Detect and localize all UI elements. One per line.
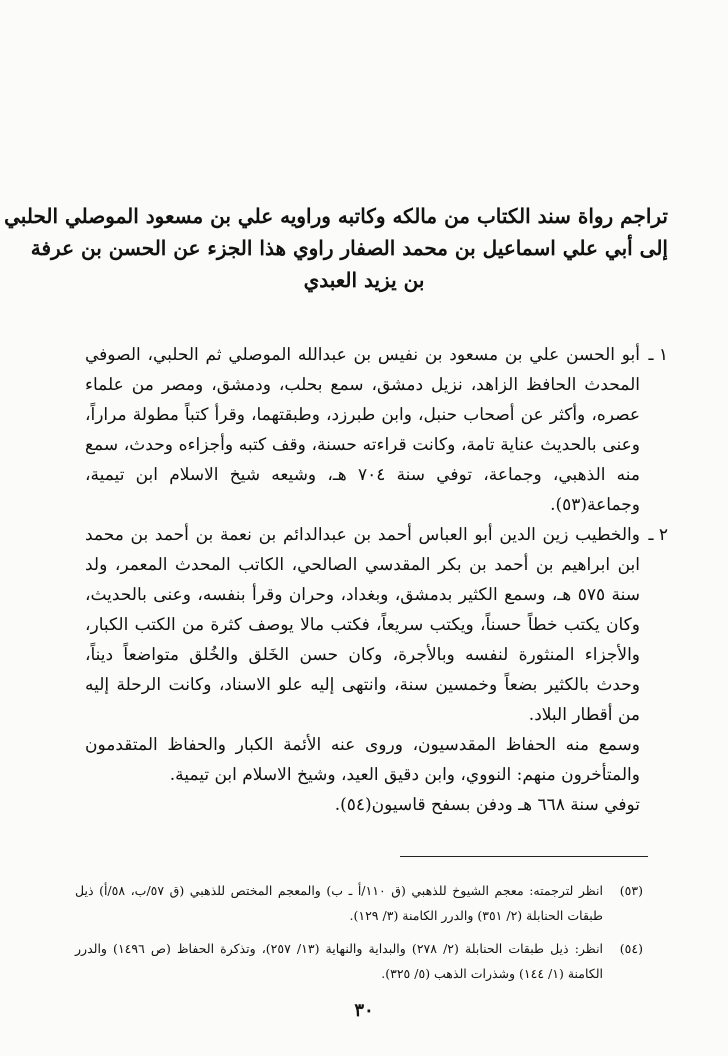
entry-text-death: توفي سنة ٦٦٨ هـ ودفن بسفح قاسيون(٥٤).: [334, 795, 640, 815]
footnotes: [75, 878, 643, 994]
footnote-divider: [400, 856, 648, 857]
entry-number: ١ ـ: [648, 345, 668, 365]
footnote-text: انظر لترجمته: معجم الشيوخ للذهبي (ق ١١٠/أ ـ ب) والمعجم المختص للذهبي (ق ٥٧/ب، ٥٨/أ) ذيل طبقات الحنابلة (٢/ ٣٥١) والدرر الكامنة (٣/ ١٢٩).: [75, 883, 603, 923]
footnote-text: انظر: ذيل طبقات الحنابلة (٢/ ٢٧٨) والبداية والنهاية (١٣/ ٢٥٧)، وتذكرة الحفاظ (ص ١٤٩٦) والدرر الكامنة (١/ ١٤٤) وشذرات الذهب (٥/ ٣٢٥).: [75, 941, 604, 981]
footnote: [75, 936, 643, 986]
footnote: [75, 878, 643, 928]
heading-line-3: بن يزيد العبدي: [303, 268, 425, 292]
footnote-number: (٥٤): [619, 941, 643, 956]
section-heading: [4, 200, 668, 296]
biography-entries: [85, 340, 668, 820]
entry-2: [85, 520, 668, 820]
entry-number: ٢ ـ: [648, 525, 668, 545]
heading-line-2: إلى أبي علي اسماعيل بن محمد الصفار راوي هذا الجزء عن الحسن بن عرفة: [30, 236, 668, 260]
footnote-number: (٥٣): [619, 883, 643, 898]
entry-text-continued: وسمع منه الحفاظ المقدسيون، وروى عنه الأئمة الكبار والحفاظ المتقدمون والمتأخرون منهم: النووي، وابن دقيق العيد، وشيخ الاسلام ابن تيمية.: [85, 735, 640, 785]
heading-line-1: تراجم رواة سند الكتاب من مالكه وكاتبه وراويه علي بن مسعود الموصلي الحلبي: [4, 204, 668, 228]
entry-1: [85, 340, 668, 520]
entry-text: والخطيب زين الدين أبو العباس أحمد بن عبدالدائم بن نعمة بن أحمد بن محمد ابن ابراهيم بن أحمد بن بكر المقدسي الصالحي، الكاتب المحدث المعمر، ولد سنة ٥٧٥ هـ، وسمع الكثير بدمشق، وبغداد، وحران وقرأ بنفسه، وعنى بالحديث، وكان يكتب خطاً حسناً، ويكتب سريعاً، فكتب مالا يوصف كثرة من الكتب الكبار، والأجزاء المنثورة لنفسه وبالأجرة، وكان حسن الخَلق والخُلق متواضعاً ديناً، وحدث بالكثير بضعاً وخمسين سنة، وانتهى إليه علو الاسناد، وكانت الرحلة إليه من أقطار البلاد.: [85, 525, 640, 725]
page-number: ٣٠: [354, 1000, 374, 1021]
entry-text: أبو الحسن علي بن مسعود بن نفيس بن عبدالله الموصلي ثم الحلبي، الصوفي المحدث الحافظ الزاهد، نزيل دمشق، سمع بحلب، ودمشق، ومصر من علماء عصره، وأكثر عن أصحاب حنبل، وابن طبرزد، وطبقتهما، وقرأ كتباً مطولة مراراً، وعنى بالحديث عناية تامة، وكانت قراءته حسنة، وقف كتبه وأجزاءه وحدث، سمع منه الذهبي، وجماعة، توفي سنة ٧٠٤ هـ، وشيعه شيخ الاسلام ابن تيمية، وجماعة(٥٣).: [85, 345, 641, 515]
